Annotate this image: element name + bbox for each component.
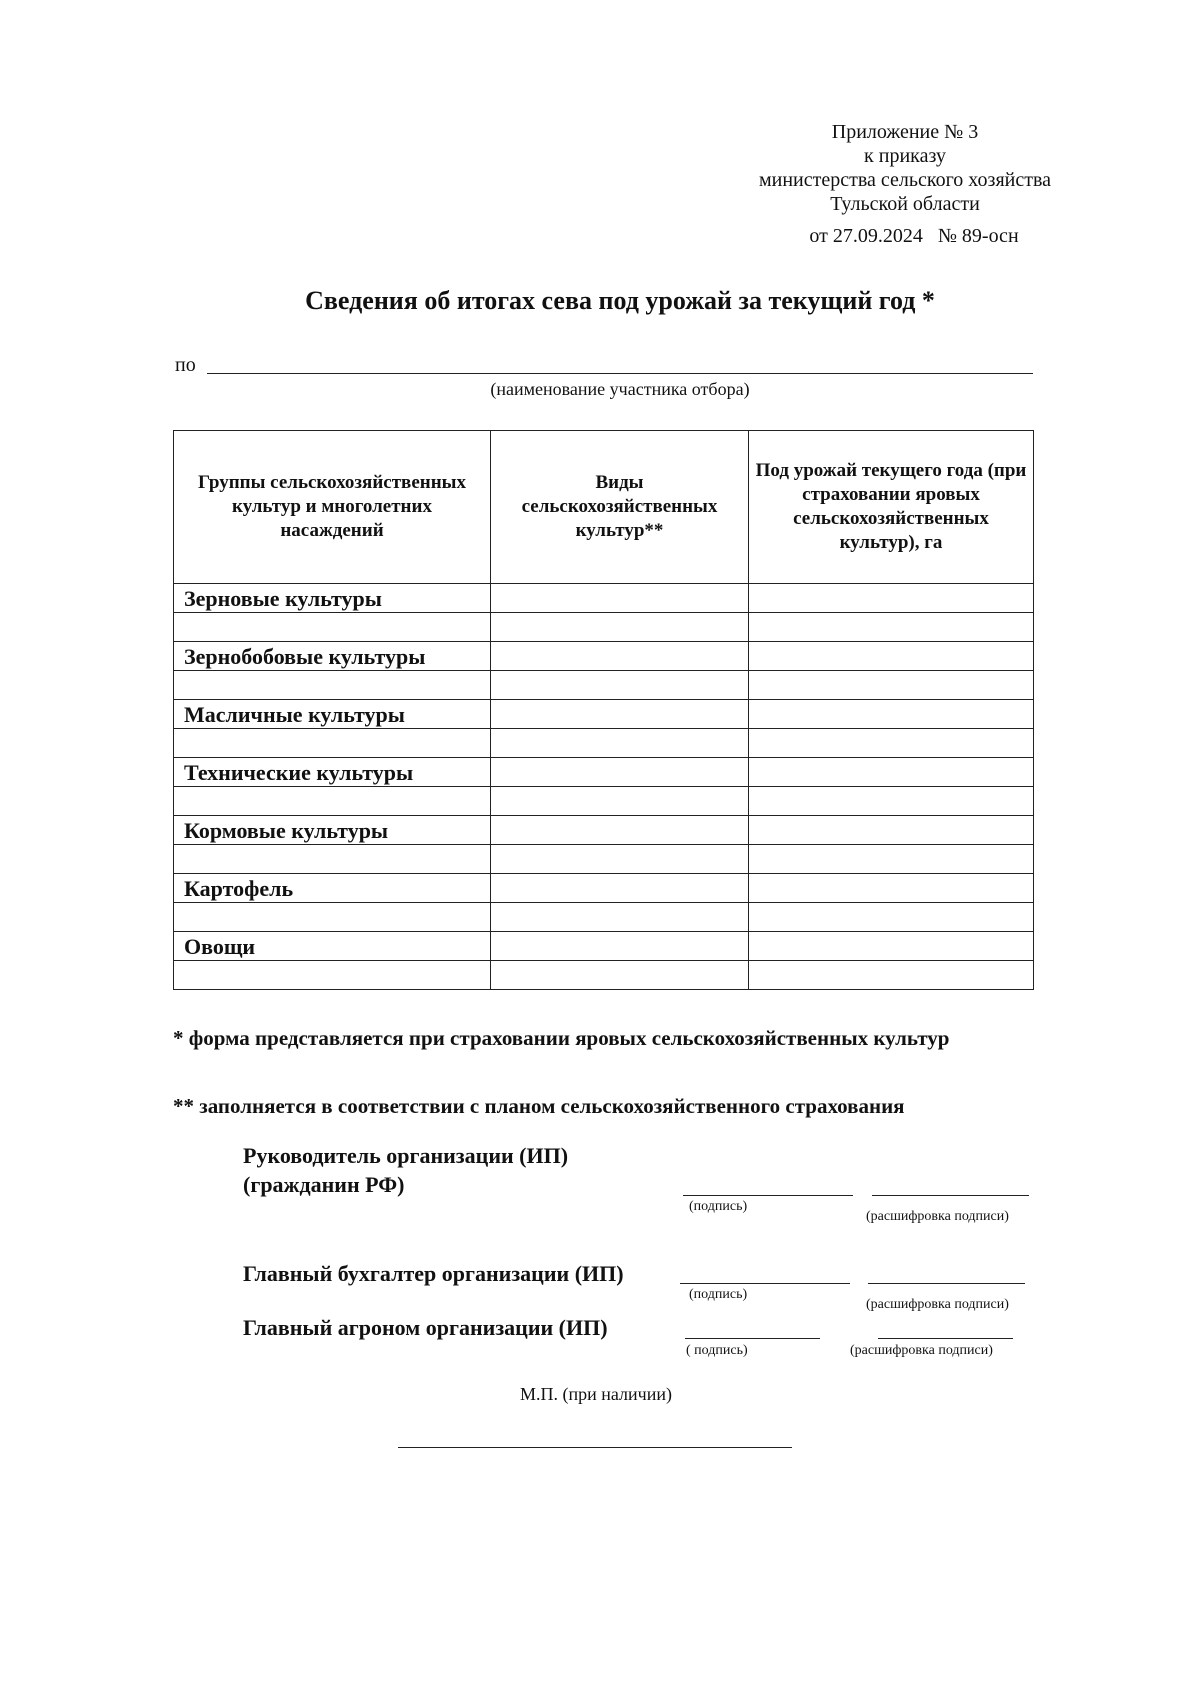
annex-date: от 27.09.2024 № 89-осн (809, 225, 1019, 247)
table-header-row (174, 431, 1034, 584)
table-row (174, 932, 1034, 961)
crop-area-cell[interactable] (749, 787, 1034, 816)
crop-area-cell[interactable] (749, 671, 1034, 700)
crop-area-cell[interactable] (749, 874, 1034, 903)
table-row (174, 874, 1034, 903)
signature-head-decode-hint: (расшифровка подписи) (866, 1209, 1009, 1224)
crop-group-label: Картофель (174, 874, 491, 903)
annex-block (730, 120, 1080, 248)
annex-ministry: министерства сельского хозяйства (758, 169, 1052, 191)
crop-group-label: Зерновые культуры (174, 584, 491, 613)
bottom-separator (398, 1447, 792, 1448)
crop-area-cell[interactable] (749, 729, 1034, 758)
table-body (174, 584, 1034, 990)
annex-region: Тульской области (830, 193, 980, 215)
signature-head-sign-field[interactable] (683, 1195, 853, 1196)
crop-group-label: Зернобобовые культуры (174, 642, 491, 671)
participant-label: по (175, 354, 196, 376)
table-row (174, 816, 1034, 845)
crop-group-cell[interactable] (174, 787, 491, 816)
signature-accountant-sign-hint: (подпись) (689, 1287, 748, 1302)
table-row (174, 671, 1034, 700)
crop-area-cell[interactable] (749, 584, 1034, 613)
signature-agronomist-decode-hint: (расшифровка подписи) (850, 1343, 993, 1358)
signature-accountant-sign-field[interactable] (680, 1283, 850, 1284)
crop-type-cell[interactable] (491, 642, 749, 671)
crop-type-cell[interactable] (491, 584, 749, 613)
participant-name-field[interactable] (207, 373, 1033, 374)
crop-area-cell[interactable] (749, 700, 1034, 729)
signature-head-sign-hint: (подпись) (689, 1199, 748, 1214)
table-row (174, 845, 1034, 874)
signature-agronomist-role: Главный агроном организации (ИП) (243, 1315, 608, 1340)
crop-type-cell[interactable] (491, 816, 749, 845)
table-row (174, 729, 1034, 758)
crop-group-cell[interactable] (174, 729, 491, 758)
crop-type-cell[interactable] (491, 700, 749, 729)
crop-type-cell[interactable] (491, 961, 749, 990)
crop-area-cell[interactable] (749, 816, 1034, 845)
crop-area-cell[interactable] (749, 642, 1034, 671)
crop-group-cell[interactable] (174, 613, 491, 642)
crop-group-cell[interactable] (174, 845, 491, 874)
crop-type-cell[interactable] (491, 613, 749, 642)
crop-type-cell[interactable] (491, 932, 749, 961)
signature-accountant-decode-field[interactable] (868, 1283, 1025, 1284)
signature-head-role (243, 1141, 568, 1199)
crop-type-cell[interactable] (491, 758, 749, 787)
document-title: Сведения об итогах сева под урожай за текущий год * (305, 286, 935, 315)
crop-type-cell[interactable] (491, 874, 749, 903)
crop-area-cell[interactable] (749, 845, 1034, 874)
crop-area-cell[interactable] (749, 613, 1034, 642)
table-row (174, 758, 1034, 787)
crop-type-cell[interactable] (491, 787, 749, 816)
table-row (174, 787, 1034, 816)
crop-area-cell[interactable] (749, 758, 1034, 787)
crop-type-cell[interactable] (491, 903, 749, 932)
footnote-1: * форма представляется при страховании яровых сельскохозяйственных культур (173, 1026, 950, 1050)
header-area: Под урожай текущего года (при страховании яровых сельскохозяйственных культур), га (749, 431, 1034, 584)
participant-hint: (наименование участника отбора) (490, 379, 750, 399)
footnote-2: ** заполняется в соответствии с планом сельскохозяйственного страхования (173, 1094, 905, 1118)
table-row (174, 961, 1034, 990)
crop-group-cell[interactable] (174, 903, 491, 932)
signature-accountant-role: Главный бухгалтер организации (ИП) (243, 1261, 624, 1286)
signature-agronomist-decode-field[interactable] (878, 1338, 1013, 1339)
table-row (174, 613, 1034, 642)
table-row (174, 584, 1034, 613)
crop-group-cell[interactable] (174, 671, 491, 700)
annex-order-ref: к приказу (864, 145, 946, 167)
crop-type-cell[interactable] (491, 845, 749, 874)
signature-head-citizen: (гражданин РФ) (243, 1172, 405, 1197)
header-crop-types: Виды сельскохозяйственных культур** (491, 431, 749, 584)
crop-area-cell[interactable] (749, 932, 1034, 961)
signature-head-title: Руководитель организации (ИП) (243, 1143, 569, 1168)
crop-group-label: Масличные культуры (174, 700, 491, 729)
table-row (174, 903, 1034, 932)
crop-group-label: Технические культуры (174, 758, 491, 787)
table-row (174, 700, 1034, 729)
crops-table (173, 430, 1034, 990)
crop-group-label: Овощи (174, 932, 491, 961)
header-crop-groups: Группы сельскохозяйственных культур и многолетних насаждений (174, 431, 491, 584)
signature-head-decode-field[interactable] (872, 1195, 1029, 1196)
crop-group-label: Кормовые культуры (174, 816, 491, 845)
crop-group-cell[interactable] (174, 961, 491, 990)
signature-agronomist-sign-hint: ( подпись) (686, 1343, 748, 1358)
signature-accountant-decode-hint: (расшифровка подписи) (866, 1297, 1009, 1312)
crop-type-cell[interactable] (491, 729, 749, 758)
crop-area-cell[interactable] (749, 903, 1034, 932)
crop-area-cell[interactable] (749, 961, 1034, 990)
annex-number: Приложение № 3 (831, 121, 979, 143)
table-row (174, 642, 1034, 671)
stamp-place: М.П. (при наличии) (520, 1384, 672, 1404)
signature-agronomist-sign-field[interactable] (685, 1338, 820, 1339)
crop-type-cell[interactable] (491, 671, 749, 700)
